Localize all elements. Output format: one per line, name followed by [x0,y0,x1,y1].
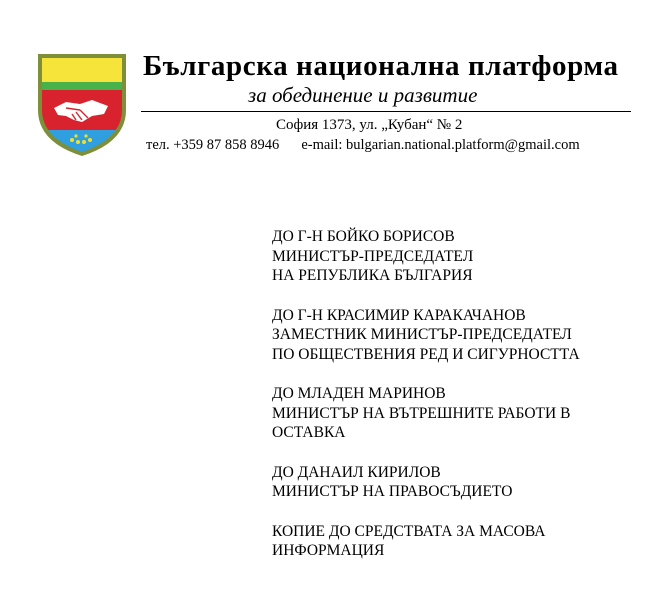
recipient-line: МИНИСТЪР НА ВЪТРЕШНИТЕ РАБОТИ В [272,404,571,422]
header-divider [141,111,631,112]
recipient-line: ДО Г-Н БОЙКО БОРИСОВ [272,228,455,245]
recipient-line: ОСТАВКА [272,424,346,441]
email-address: e-mail: bulgarian.national.platform@gmail.com [301,137,580,153]
recipient-line: ДО ДАНАИЛ КИРИЛОВ [272,463,441,481]
recipient-line: МИНИСТЪР-ПРЕДСЕДАТЕЛ [272,247,474,265]
recipient-4 [272,463,632,502]
contact-line [146,137,580,154]
recipient-line: НА РЕПУБЛИКА БЪЛГАРИЯ [272,267,473,284]
recipient-line: ПО ОБЩЕСТВЕНИЯ РЕД И СИГУРНОСТТА [272,345,580,363]
recipient-2 [272,306,632,365]
recipients-block [272,227,632,581]
recipient-1 [272,227,632,286]
address-line: София 1373, ул. „Кубан“ № 2 [276,117,463,133]
organization-name: Българска национална платформа [143,50,619,82]
recipient-line: ДО Г-Н КРАСИМИР КАРАКАЧАНОВ [272,306,526,324]
recipient-copy [272,522,632,561]
recipient-line: ИНФОРМАЦИЯ [272,542,385,559]
shield-handshake-icon [36,52,128,156]
recipient-line: ДО МЛАДЕН МАРИНОВ [272,385,446,402]
recipient-line: ЗАМЕСТНИК МИНИСТЪР-ПРЕДСЕДАТЕЛ [272,326,572,343]
recipient-line: КОПИЕ ДО СРЕДСТВАТА ЗА МАСОВА [272,522,546,540]
phone-number: тел. +359 87 858 8946 [146,137,280,153]
organization-subtitle: за обединение и развитие [248,83,478,107]
recipient-3 [272,384,632,443]
recipient-line: МИНИСТЪР НА ПРАВОСЪДИЕТО [272,483,513,500]
